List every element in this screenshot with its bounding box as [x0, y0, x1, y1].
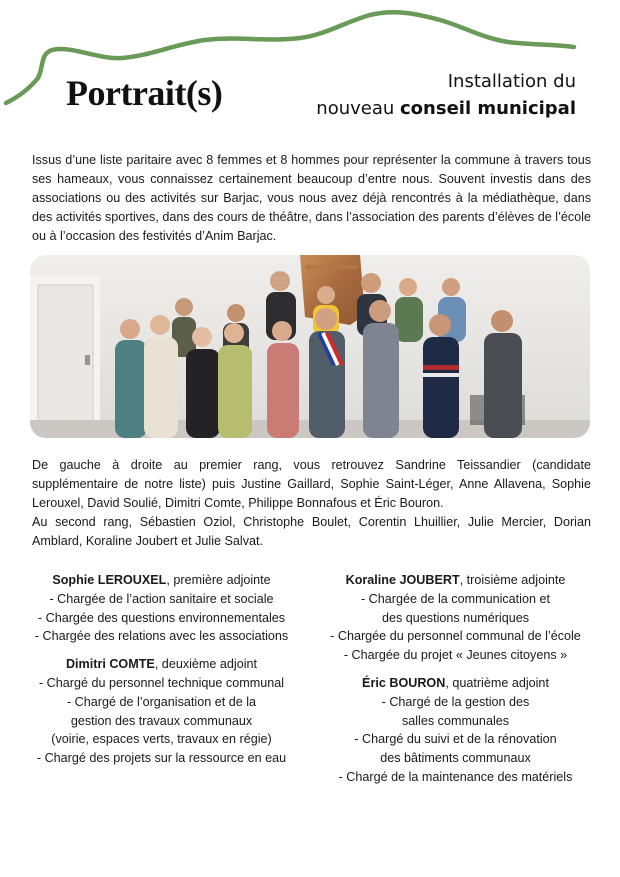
role-title: , deuxième adjoint — [154, 657, 258, 672]
page-title: Portrait(s) — [66, 73, 223, 113]
role-duty: - Chargée des questions environnementales — [37, 610, 286, 625]
group-photo-illustration — [30, 255, 590, 438]
role-duty: - Chargé du suivi et de la rénovation des bâtiments communaux — [354, 732, 557, 766]
subtitle-line1: Installation du — [447, 71, 576, 92]
role-title: , troisième adjointe — [459, 573, 566, 587]
role-heading — [19, 655, 304, 674]
role-block-fourth-adjoint — [313, 674, 598, 787]
role-title: , première adjointe — [166, 573, 271, 587]
role-duty: - Chargée du personnel communal de l’école — [330, 629, 581, 644]
page-subtitle — [316, 68, 576, 122]
role-heading — [313, 571, 598, 590]
role-duty: (voirie, espaces verts, travaux en régie) — [51, 732, 272, 747]
role-duty: - Chargée des relations avec les associations — [34, 629, 289, 644]
caption-second-row: Au second rang, Sébastien Oziol, Christophe Boulet, Corentin Lhuillier, Julie Mercier, Dorian Amblard, Koraline Joubert et Julie Salvat. — [32, 515, 591, 548]
role-block-first-adjoint — [19, 571, 304, 646]
role-duty: - Chargée du projet « Jeunes citoyens » — [343, 648, 568, 663]
intro-paragraph: Issus d’une liste paritaire avec 8 femmes et 8 hommes pour représenter la commune à travers tous ses hameaux, vous connaissez certainement beaucoup d’entre nous. Souvent investis dans des associations ou des activités sur Barjac, vous nous avez déjà rencontrés à la médiathèque, dans des activités sportives, dans des cours de théâtre, dans l’association des parents d’élèves de l’école ou à l’occasion des festivités d’Anim Barjac. — [32, 153, 591, 243]
photo-caption — [32, 456, 591, 551]
subtitle-line2 — [316, 95, 576, 122]
role-block-second-adjoint — [19, 655, 304, 768]
role-duty: - Chargée de la communication et des questions numériques — [360, 591, 550, 625]
roles-left-column — [19, 571, 304, 777]
role-heading — [313, 674, 598, 693]
role-duty: - Chargé de la maintenance des matériels — [338, 769, 573, 784]
role-duty: - Chargé de la gestion des salles communales — [381, 694, 530, 728]
caption-first-row: De gauche à droite au premier rang, vous retrouvez Sandrine Teissandier (candidate supplémentaire de notre liste) puis Justine Gaillard, Sophie Saint-Léger, Anne Allavena, Sophie Lerouxel, David Soulié, Dimitri Comte, Philippe Bonnafous et Éric Bouron. — [32, 458, 591, 510]
subtitle-bold: conseil municipal — [400, 98, 576, 119]
role-duty: - Chargé des projets sur la ressource en eau — [36, 751, 287, 766]
role-heading — [19, 571, 304, 590]
role-title: , quatrième adjoint — [445, 675, 549, 690]
subtitle-prefix: nouveau — [316, 98, 401, 119]
role-name: Sophie LEROUXEL — [52, 573, 167, 587]
roles-right-column — [313, 571, 598, 796]
role-duty: - Chargée de l’action sanitaire et sociale — [49, 591, 274, 606]
role-duty: - Chargé du personnel technique communal — [38, 675, 285, 690]
role-duty: - Chargé de l’organisation et de la gestion des travaux communaux — [66, 694, 257, 728]
role-name: Koraline JOUBERT — [345, 573, 460, 587]
role-name: Éric BOURON — [362, 675, 446, 690]
role-block-third-adjoint — [313, 571, 598, 665]
group-photo — [30, 255, 590, 438]
role-name: Dimitri COMTE — [65, 657, 155, 672]
